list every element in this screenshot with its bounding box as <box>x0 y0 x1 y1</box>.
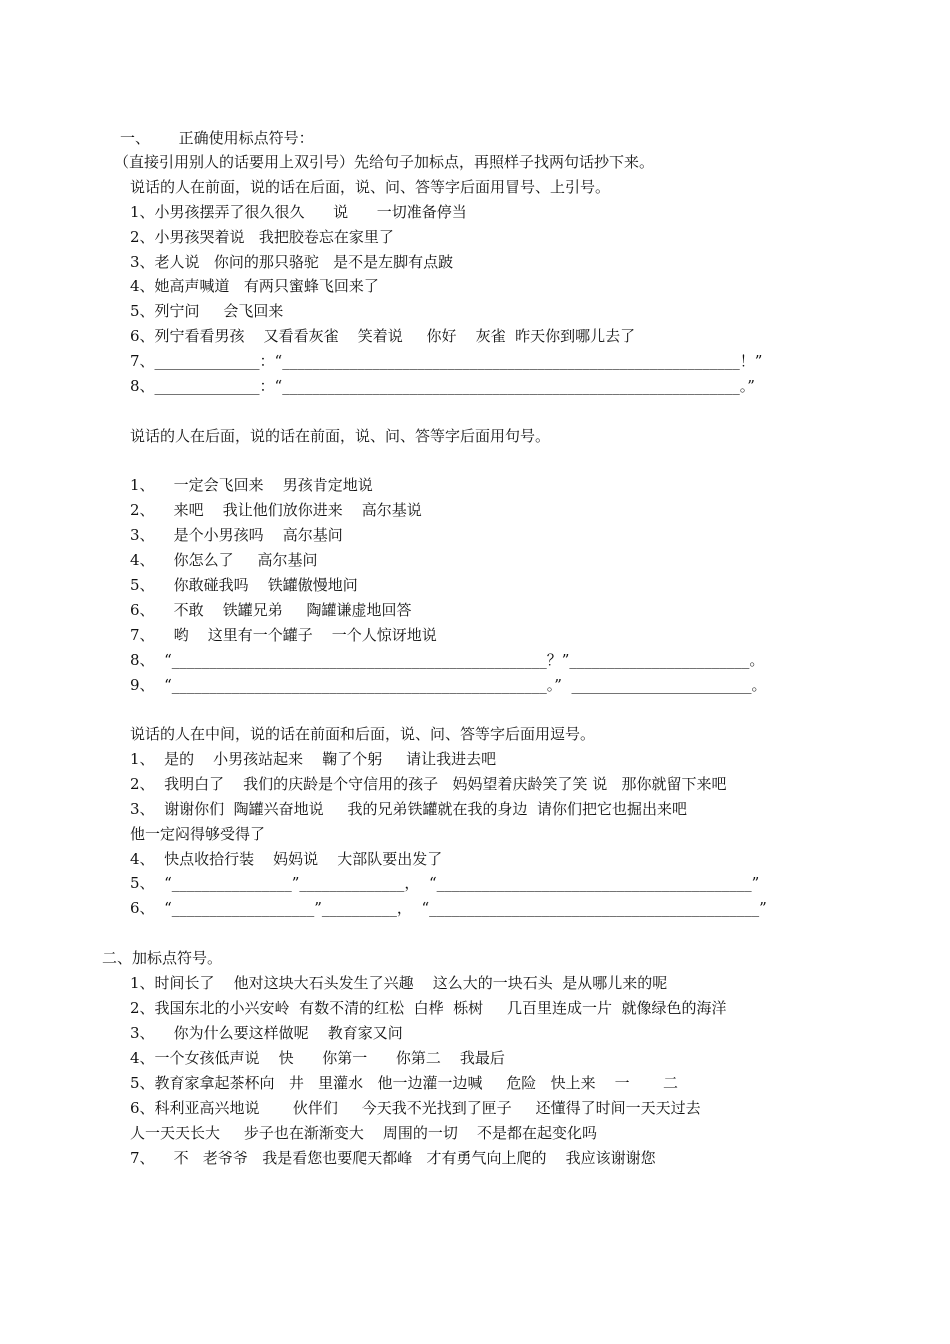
part3-item: 1、 是的 小男孩站起来 鞠了个躬 请让我进去吧 <box>130 750 497 768</box>
part3-item: 4、 快点收拾行装 妈妈说 大部队要出发了 <box>130 850 443 868</box>
part2-item: 3、 是个小男孩吗 高尔基问 <box>130 526 343 544</box>
part1-item: 3、老人说 你问的那只骆驼 是不是左脚有点跛 <box>130 253 454 271</box>
part2-item: 6、 不敢 铁罐兄弟 陶罐谦虚地回答 <box>130 601 412 619</box>
section1-intro: （直接引用别人的话要用上双引号）先给句子加标点，再照样子找两句话抄下来。 <box>114 153 655 171</box>
part2-item: 4、 你怎么了 高尔基问 <box>130 551 318 569</box>
part2-item: 5、 你敢碰我吗 铁罐傲慢地问 <box>130 576 358 594</box>
part1-item: 4、她高声喊道 有两只蜜蜂飞回来了 <box>130 277 379 295</box>
part1-item: 2、小男孩哭着说 我把胶卷忘在家里了 <box>130 228 394 246</box>
section2-item: 6、科利亚高兴地说 伙伴们 今天我不光找到了匣子 还懂得了时间一天天过去 <box>130 1099 701 1117</box>
section2-heading: 二、加标点符号。 <box>102 949 223 967</box>
section1-heading: 一、 正确使用标点符号： <box>120 129 314 147</box>
part1-item: 5、列宁问 会飞回来 <box>130 302 284 320</box>
part2-blank-line: 9、 “__________________________________________________。” ________________________。 <box>130 676 767 694</box>
section2-item: 3、 你为什么要这样做呢 教育家又问 <box>130 1024 403 1042</box>
section2-item: 5、教育家拿起茶杯向 井 里灌水 他一边灌一边喊 危险 快上来 一 二 <box>130 1074 679 1092</box>
part2-item: 7、 哟 这里有一个罐子 一个人惊讶地说 <box>130 626 437 644</box>
part2-blank-line: 8、 “__________________________________________________？”________________________。 <box>130 651 765 669</box>
part3-item-continuation: 他一定闷得够受得了 <box>130 825 266 843</box>
section2-item: 7、 不 老爷爷 我是看您也要爬天都峰 才有勇气向上爬的 我应该谢谢您 <box>130 1149 656 1167</box>
part3-item: 2、 我明白了 我们的庆龄是个守信用的孩子 妈妈望着庆龄笑了笑 说 那你就留下来吧 <box>130 775 727 793</box>
part1-blank-line: 7、______________：“_____________________________________________________________！” <box>130 352 763 370</box>
part3-rule: 说话的人在中间，说的话在前面和后面，说、问、答等字后面用逗号。 <box>130 725 596 743</box>
part2-item: 2、 来吧 我让他们放你进来 高尔基说 <box>130 501 422 519</box>
part2-rule: 说话的人在后面，说的话在前面，说、问、答等字后面用句号。 <box>130 427 551 445</box>
part1-blank-line: 8、______________：“_____________________________________________________________。” <box>130 377 755 395</box>
part3-blank-line: 5、 “________________”______________， “__________________________________________” <box>130 874 760 892</box>
part1-item: 1、小男孩摆弄了很久很久 说 一切准备停当 <box>130 203 467 221</box>
part1-item: 6、列宁看看男孩 又看看灰雀 笑着说 你好 灰雀 昨天你到哪儿去了 <box>130 327 636 345</box>
part1-rule: 说话的人在前面，说的话在后面，说、问、答等字后面用冒号、上引号。 <box>130 178 611 196</box>
part2-item: 1、 一定会飞回来 男孩肯定地说 <box>130 476 373 494</box>
part3-blank-line: 6、 “___________________”__________， “____________________________________________” <box>130 899 767 917</box>
section2-item: 2、我国东北的小兴安岭 有数不清的红松 白桦 栎树 几百里连成一片 就像绿色的海洋 <box>130 999 727 1017</box>
section2-item-continuation: 人一天天长大 步子也在渐渐变大 周围的一切 不是都在起变化吗 <box>130 1124 597 1142</box>
section2-item: 1、时间长了 他对这块大石头发生了兴趣 这么大的一块石头 是从哪儿来的呢 <box>130 974 668 992</box>
section2-item: 4、一个女孩低声说 快 你第一 你第二 我最后 <box>130 1049 505 1067</box>
part3-item: 3、 谢谢你们 陶罐兴奋地说 我的兄弟铁罐就在我的身边 请你们把它也掘出来吧 <box>130 800 687 818</box>
